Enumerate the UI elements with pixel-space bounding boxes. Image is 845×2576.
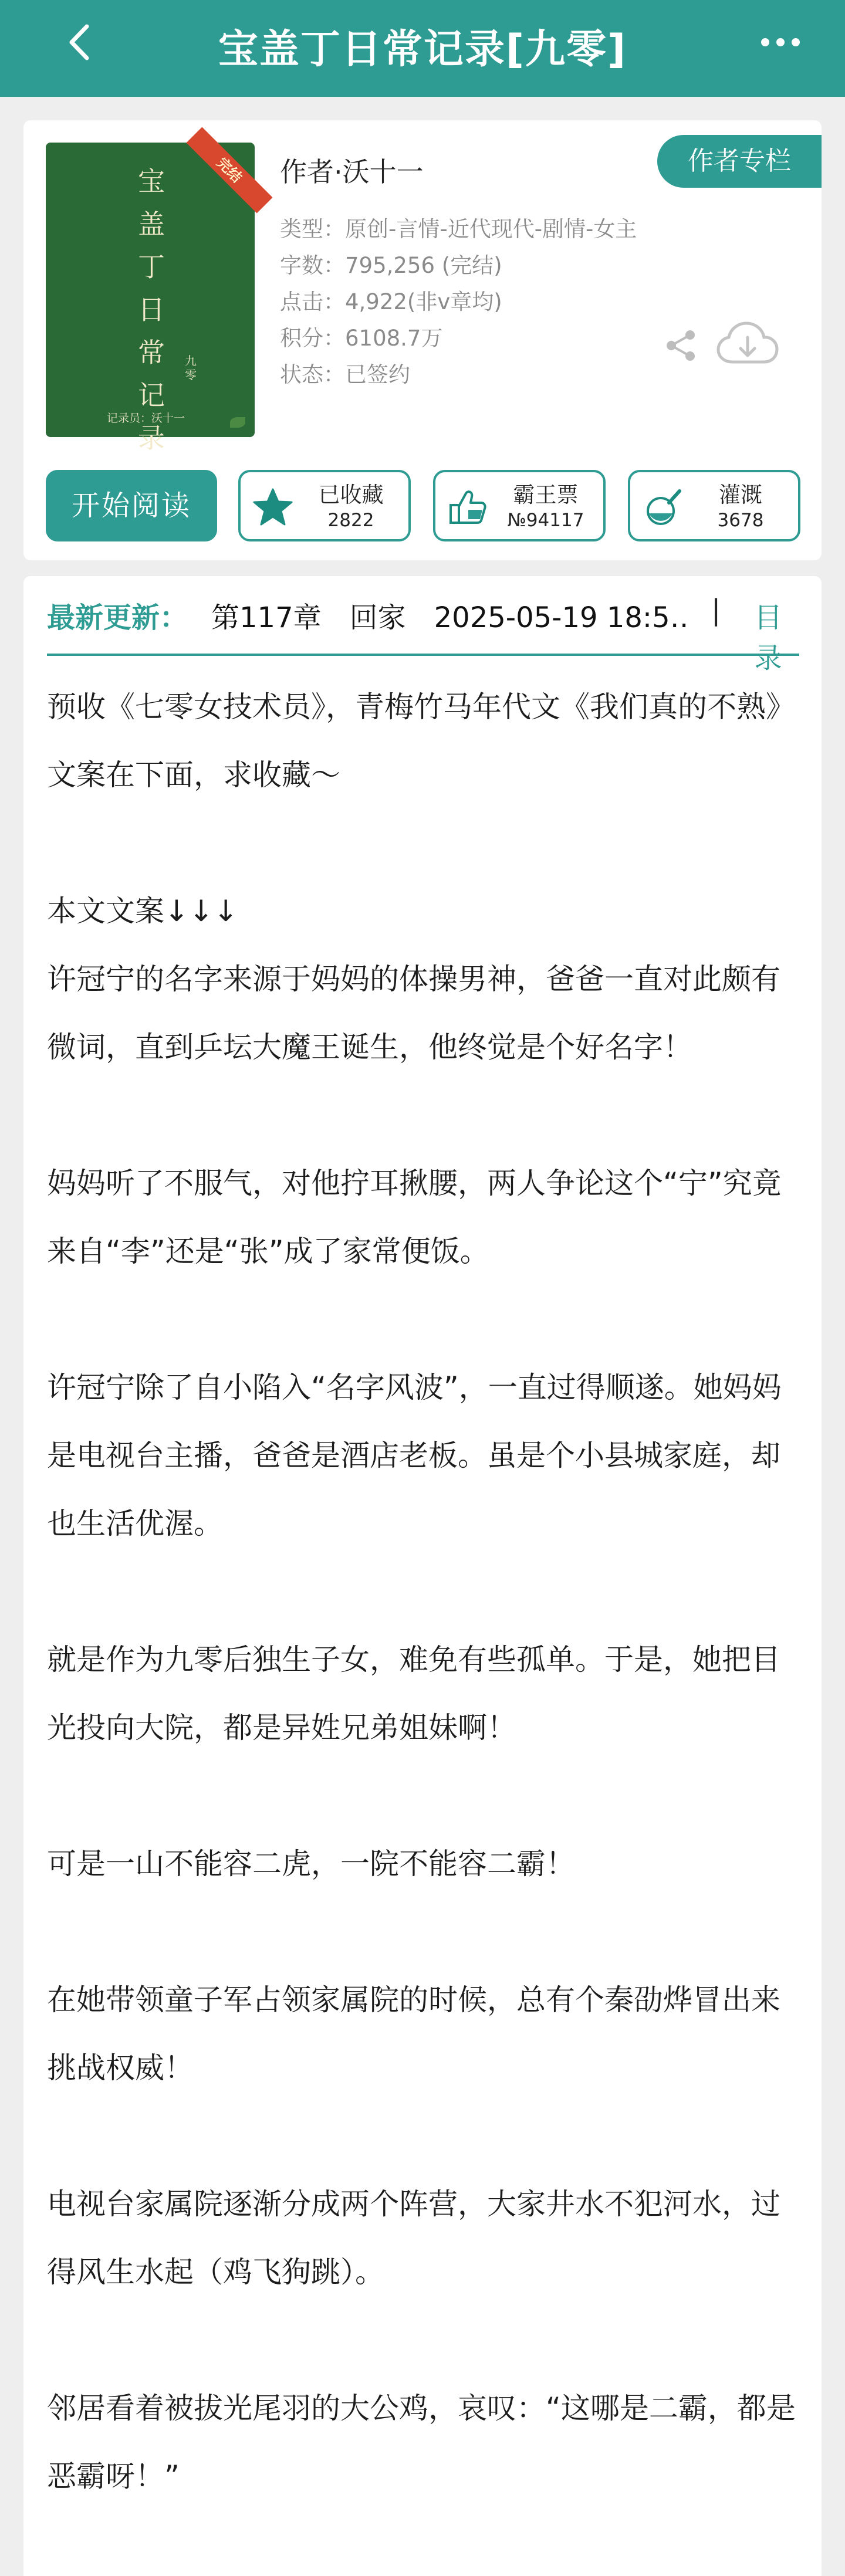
synopsis-card xyxy=(23,576,822,2576)
cover-title: 宝 盖 丁 日 常 记 录 xyxy=(138,165,165,454)
collect-button[interactable] xyxy=(238,470,411,541)
more-dot-icon xyxy=(761,38,769,46)
thumbs-up-icon xyxy=(447,486,488,527)
nutrient-count: 3678 xyxy=(717,510,764,531)
collect-count: 2822 xyxy=(327,510,374,531)
completed-badge: 完结 xyxy=(186,127,272,213)
nutrient-label: 灌溉 xyxy=(719,482,762,507)
more-menu-button[interactable] xyxy=(751,19,810,66)
book-meta xyxy=(280,211,637,393)
synopsis-paragraph: 在她带领童子军占领家属院的时候，总有个秦劭烨冒出来挑战权威！ xyxy=(47,1983,780,2085)
meta-status: 状态：已签约 xyxy=(280,362,410,387)
synopsis-paragraph: 预收《七零女技术员》，青梅竹马年代文《我们真的不熟》文案在下面，求收藏～ xyxy=(47,690,795,792)
synopsis-paragraph: 邻居看着被拔光尾羽的大公鸡，哀叹：“这哪是二霸，都是恶霸呀！” xyxy=(47,2391,796,2493)
flask-icon xyxy=(642,486,683,527)
cover-recorder: 记录员：沃十一 xyxy=(107,412,185,425)
share-icon[interactable] xyxy=(662,327,699,364)
paragraph-gap xyxy=(47,1898,804,1966)
collect-label: 已收藏 xyxy=(318,482,384,507)
synopsis-paragraph: 妈妈听了不服气，对他拧耳揪腰，两人争论这个“宁”究竟来自“李”还是“张”成了家常便饭。 xyxy=(47,1166,782,1268)
synopsis-paragraph: 许冠宁的名字来源于妈妈的体操男神，爸爸一直对此颇有微词，直到乒坛大魔王诞生，他终觉是个好名字！ xyxy=(47,962,780,1064)
meta-words: 字数：795,256 (完结) xyxy=(280,253,502,278)
paragraph-gap xyxy=(47,2306,804,2374)
latest-chapter-link[interactable]: 第117章 回家 2025-05-19 18:5‥ xyxy=(211,601,689,634)
top-app-bar xyxy=(0,0,845,97)
meta-type: 类型：原创-言情-近代现代-剧情-女主 xyxy=(280,216,637,242)
author-column-button[interactable]: 作者专栏 xyxy=(657,135,822,188)
synopsis-paragraph: 许冠宁除了自小陷入“名字风波”，一直过得顺遂。她妈妈是电视台主播，爸爸是酒店老板。虽是个小县城家庭，却也生活优渥。 xyxy=(47,1370,782,1541)
book-cover[interactable] xyxy=(46,143,255,454)
leaf-icon xyxy=(230,417,245,428)
latest-update-row xyxy=(47,576,799,675)
synopsis-paragraph: 就是作为九零后独生子女，难免有些孤单。于是，她把目光投向大院，都是异姓兄弟姐妹啊！ xyxy=(47,1643,780,1745)
synopsis-paragraph: 电视台家属院逐渐分成两个阵营，大家井水不犯河水，过得风生水起（鸡飞狗跳）。 xyxy=(47,2187,780,2289)
latest-update-label: 最新更新： xyxy=(47,601,188,634)
cloud-download-icon[interactable] xyxy=(716,320,779,371)
synopsis-text xyxy=(47,673,804,2510)
bawang-label: 霸王票 xyxy=(513,482,579,507)
meta-points: 积分：6108.7万 xyxy=(280,326,443,351)
bawang-ticket-button[interactable] xyxy=(433,470,606,541)
cover-subtitle: 九 零 xyxy=(185,354,197,382)
more-dot-icon xyxy=(792,38,800,46)
page-title: 宝盖丁日常记录[九零] xyxy=(218,26,627,73)
meta-clicks: 点击：4,922(非v章均) xyxy=(280,289,502,314)
paragraph-gap xyxy=(47,809,804,877)
nutrient-button[interactable] xyxy=(628,470,800,541)
start-reading-button[interactable]: 开始阅读 xyxy=(46,470,217,541)
star-icon xyxy=(252,486,293,527)
bawang-count: №94117 xyxy=(507,510,584,531)
synopsis-paragraph: 本文文案↓↓↓ xyxy=(47,894,238,928)
paragraph-gap xyxy=(47,1762,804,1830)
paragraph-gap xyxy=(47,1285,804,1353)
book-info-card xyxy=(23,120,822,560)
paragraph-gap xyxy=(47,1081,804,1149)
paragraph-gap xyxy=(47,1558,804,1626)
paragraph-gap xyxy=(47,2102,804,2170)
more-dot-icon xyxy=(776,38,785,46)
author-name[interactable]: 作者·沃十一 xyxy=(280,156,424,188)
synopsis-paragraph: 可是一山不能容二虎，一院不能容二霸！ xyxy=(47,1847,575,1881)
divider: | xyxy=(711,594,721,627)
table-of-contents-link[interactable]: 目录 xyxy=(754,601,783,675)
